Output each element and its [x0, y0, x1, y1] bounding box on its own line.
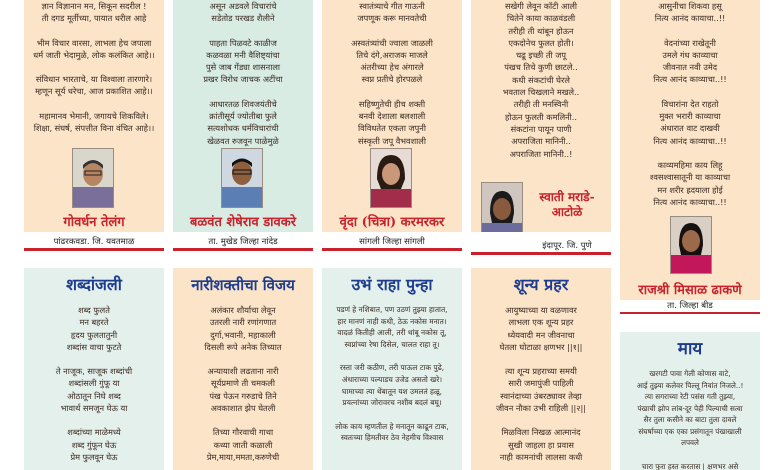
poem-line: सत्यशोधक धर्मविचारांची [207, 123, 279, 134]
poem-line: आई तुझ्या कलेवर पिल्लू निवांत निजले..! [636, 380, 744, 390]
poem-line: प्रखर विरोध जाचक अटींचा [203, 74, 283, 85]
column-4 [471, 0, 611, 232]
poem-line: ते नाजूक, साजूक शब्दांची [55, 366, 133, 377]
poem-body [322, 0, 462, 147]
poem-line: पंखच तिचे कुणी छाटले.. [504, 62, 578, 73]
poem-card-1 [24, 268, 164, 470]
column-5 [620, 0, 760, 300]
poem-line: आयुष्याच्या या वळणावर [505, 305, 577, 315]
poem-line: वेदनांच्या राखेतूनी [664, 37, 716, 48]
poem-line: नित्य आनंद काव्याचा..!! [653, 196, 727, 207]
stanza [179, 304, 307, 353]
poem-line: म्हणून सूर्य धरेचा, आज प्रकाशित आहे।। [35, 86, 153, 97]
poem-line: कळवळा मनी वैशिष्ट्यांचा [206, 49, 280, 60]
poem-line: संस्कृती जपू वैभवशाली [358, 135, 426, 146]
divider [471, 252, 611, 255]
poem-line: आधारतळ शिवजयंतीचे [209, 98, 277, 109]
poem-line: घेतला घोटाळा क्षणभर ||१|| [499, 341, 583, 352]
poem-line: शब्द गुंफून घेऊ [71, 439, 117, 450]
author-place: ता. मुखेड जिल्हा नांदेड [208, 237, 278, 247]
poem-line: अस्वतंत्र्यांची ज्वाला जाळली [351, 37, 433, 48]
poem-line: खरगटी पावा गेली कोणास वाटे, [649, 369, 731, 378]
poem-line: धर्म जाती भेदामुळे, लोक कलंकित आहे।। [33, 49, 155, 60]
poem-line: स्वातंत्र्याचे गीत गाऊनी [359, 1, 425, 11]
poem-line: सैर तुला कसीने का बाटा तुला दावले [643, 415, 737, 424]
poem-line: सहिष्णुतेची हीच शक्ती [358, 98, 426, 109]
poem-line: काव्यमहिमा काय लिहू [657, 159, 723, 170]
stanza [623, 461, 757, 470]
author-place: ता. जिल्हा बीड [667, 301, 713, 311]
poem-line: अलंकार शौर्याचा लेवून [210, 305, 276, 315]
poem-line: भीम विचार वारसा, लाभला हेच जपाला [36, 37, 152, 48]
stanza [179, 365, 307, 414]
poem-line: तरीही ती थांबून होऊन [508, 25, 574, 36]
poem-line: त्या शून्य प्रहराच्या समयी [505, 366, 577, 377]
poem-title: शून्य प्रहर [513, 275, 569, 294]
poem-line: लाभला एक शून्य प्रहर [508, 317, 574, 328]
poem-line: मुक्त भरारी काव्याचा [659, 111, 721, 122]
poem-line: शिक्षा, संघर्ष, संपत्तीत विना वंचित आहे।। [33, 123, 155, 134]
poem-line: आसुनीचा शिकवा हसू [658, 1, 722, 11]
poem-line: अपराजिता मानिनी.. [511, 136, 571, 147]
poem-line: दिसली रूपे अनेक तिच्यात [204, 341, 282, 352]
stanza [179, 98, 307, 147]
stanza [328, 37, 456, 86]
stanza [477, 304, 605, 353]
poem-line: अंतरीच्या हेच अंगारले [360, 62, 424, 73]
poem-line: ध्येयवादी मन जीवनाचा [507, 329, 575, 340]
poem-line: ओठातून निघे शब्द [67, 390, 121, 401]
divider [322, 248, 462, 251]
poem-line: प्रेम,माया,ममता,करुणेची [206, 451, 280, 462]
poem-line: ज्ञान विज्ञानान मन, सिकून सदरील ! [41, 1, 147, 11]
poem-line: तिच्या गौरवाची गाथा [212, 427, 274, 438]
poem-line: उमले गंध काव्याचा [662, 49, 718, 60]
author-photo [72, 148, 114, 208]
stanza [30, 37, 158, 62]
poem-line: हृदय फुलतातुनी [70, 329, 118, 340]
poem-line: सुखी जाहला हा प्रवास [508, 439, 574, 450]
author-photo [670, 216, 712, 274]
poem-line: विचारांना देत राहतो [661, 98, 719, 109]
poem-card-4 [471, 268, 611, 470]
poem-body [471, 304, 611, 470]
stanza [626, 159, 754, 208]
poem-line: प्रयत्नांच्या जोरावरच नशीब बदलं बघू। [342, 398, 442, 408]
poem-line: संविधान भारताचे, या विश्वाला तारणारे। [35, 74, 153, 85]
author-place: सांगली जिल्हा सांगली [359, 237, 425, 247]
poem-line: महामानव भेमानी, जगायचे शिकविले। [39, 110, 149, 121]
poem-body [173, 0, 313, 147]
poem-line: संकटांना पायून पाणी [510, 123, 572, 134]
poem-line: अपराजिता मानिनी..! [509, 148, 573, 159]
poem-line: जपणूक करू मानवतेची [357, 13, 427, 24]
author-name: वृंदा (चित्रा) करमरकर [339, 215, 445, 230]
stanza [325, 421, 459, 444]
author-photo [481, 182, 523, 232]
poem-line: दुर्गा,भवानी, महाकाली [210, 329, 276, 340]
stanza [477, 0, 605, 160]
poem-body [620, 368, 760, 470]
author-place: इंदापूर. जि. पुणे [542, 241, 592, 251]
divider [173, 248, 313, 251]
stanza [30, 365, 158, 414]
poem-line: शब्दांसली गुंफू या [68, 378, 120, 389]
poem-line: अन्यायाशी लढताना नारी [207, 366, 279, 377]
poem-line: सडेतोड परखड शैलीने [211, 13, 275, 24]
poem-card-2 [173, 268, 313, 470]
poem-line: श्वसश्वासातूनी या काव्याचा [649, 172, 731, 183]
author-name: बळवंत शेषेराव डावकरे [189, 215, 297, 230]
stanza [30, 110, 158, 135]
poem-line: रस्ता जरी कठीण, तरी पाऊल टाक पुढे, [339, 363, 445, 373]
poem-line: अवकाशात झेप घेतली [210, 403, 276, 414]
poem-line: ती दगड मूर्तीच्या, पायात धरील आहे [41, 13, 147, 24]
poem-line: विविधतेत एकता जपुनी [358, 123, 426, 134]
author-photo [221, 148, 263, 208]
stanza [179, 0, 307, 25]
stanza [30, 73, 158, 98]
author-name: राजश्री मिसाळ ढाकणे [638, 283, 742, 298]
poem-title: शब्दांजली [66, 275, 122, 294]
poem-line: पुसे जाब गेंड्या शासनाला [205, 62, 281, 73]
poem-line: त्या सगराच्या रेटी पसंस गती तुझ्या, [644, 392, 736, 401]
poem-card-5 [620, 332, 760, 470]
poem-line: शब्दांच्या माळेमध्ये [67, 427, 121, 438]
column-1 [24, 0, 164, 232]
stanza [477, 365, 605, 414]
poem-line: भावार्थ समजून घेऊ या [60, 403, 128, 414]
poem-line: हार मानणं नाही कधी, ठेऊ नकोस मनात। [337, 316, 447, 326]
stanza [623, 368, 757, 449]
poem-body [322, 304, 462, 456]
poem-line: कथ्या जाती कळाली [213, 439, 273, 450]
poem-title: उभं राहा पुन्हा [351, 275, 433, 294]
poem-line: नाही कामनांची लालसा कधी [499, 451, 583, 462]
poem-line: सूर्यप्रमाणे ती चमकली [211, 378, 275, 389]
stanza [179, 37, 307, 86]
poem-line: मिळविला निखळ आत्मानंद [501, 427, 581, 438]
stanza [30, 304, 158, 353]
poem-body [173, 304, 313, 470]
poem-body [24, 304, 164, 470]
poem-line: जीवनात नवी उमेद [662, 62, 718, 73]
poem-line: लपवले [681, 438, 699, 447]
poem-line: क्रांतीसूर्य ज्योतीबा फुले [209, 111, 277, 122]
poem-line: संघर्षाच्या एक एका प्रसंगातून पंखाखाली [638, 426, 742, 436]
stanza [325, 362, 459, 408]
poem-line: स्वप्न प्रतीचे होरपळले [361, 74, 423, 85]
poem-line: पाहता पिळवटे काळीज [209, 37, 277, 48]
poem-line: स्वतःच्या हिमतीवर ठेव नेहमीच विश्वास [340, 433, 444, 443]
poem-line: वादळं कितीही आली, तरी थांबू नकोस तू, [337, 328, 447, 338]
poem-line: अंधारात वाट दाखवी [660, 123, 720, 134]
stanza [30, 0, 158, 25]
poem-line: बनवी देशाला बलशाली [358, 111, 426, 122]
poem-line: मन बहरते [79, 317, 109, 328]
poem-card-3 [322, 268, 462, 470]
poem-title: माय [677, 339, 703, 359]
stanza [328, 0, 456, 25]
column-3 [322, 0, 462, 232]
poem-line: नित्य आनंद काव्याचा..!! [653, 74, 727, 85]
poem-line: होऊन फुलती कमलिनी.. [504, 111, 578, 122]
poem-line: जीवन नौका उभी राहिली ||२|| [495, 403, 587, 414]
poem-line: शब्द फुलते [78, 305, 110, 315]
poem-line: नित्य आनंद काव्याचा..!! [653, 135, 727, 146]
divider [24, 248, 164, 251]
stanza [325, 304, 459, 350]
poem-line: पडणं हे नशिबात, पण उठणं तुझ्या हातात, [336, 305, 448, 314]
stanza [328, 98, 456, 147]
stanza [30, 426, 158, 463]
author-name: स्वाती मराडे- आटोळे [539, 190, 595, 219]
poem-line: पंख पेऊन गरुडाचे तिने [209, 390, 277, 401]
author-photo [370, 148, 412, 208]
poem-line: शब्दांस वाचा फुटते [66, 341, 122, 352]
poem-line: असून अडवले विचारांचे [209, 1, 277, 11]
stanza [626, 98, 754, 147]
author-place: पांढरकवडा. जि. यवतमाळ [53, 237, 135, 247]
poem-line: चितेने काया काळवंडली [506, 13, 576, 24]
poem-line: उतरली नारी रणांगणात [209, 317, 277, 328]
poem-line: प्रेम फुलवून घेऊ [70, 451, 118, 462]
divider [620, 312, 760, 314]
poem-line: स्वानंदाच्या उंबरठ्यावर तेव्हा [500, 390, 582, 401]
author-name: गोवर्धन तेलंग [63, 215, 125, 230]
poem-line: चढू इच्छी ती जपू [515, 50, 567, 61]
poem-line: घामाच्या त्या थेंबातून यश उमलतं हळू, [342, 386, 442, 396]
poem-line: कधी संकटांची घेरले [512, 74, 570, 85]
poem-body [24, 0, 164, 134]
poem-line: चारा फुरा हस्त करतास | क्षणभर असे [641, 461, 739, 470]
stanza [626, 37, 754, 86]
stanza [179, 426, 307, 463]
poem-title: नारीशक्तीचा विजय [191, 276, 295, 294]
poem-line: तरीही ती मनस्विनी [513, 99, 569, 110]
poem-line: नित्य आनंद कायाचा..!! [654, 13, 726, 24]
poem-line: मन शरीर ह्रदयाला होई [657, 184, 723, 195]
poem-line: अंधाराच्या पल्याडच उजेड असतो खरे। [341, 374, 443, 384]
stanza [477, 426, 605, 463]
poem-line: एकदोनेच फुलत होती। [508, 37, 574, 48]
poem-line: स्वप्नांच्या रेषा दिसेल, चालत राहा तू। [344, 339, 440, 349]
stanza [626, 0, 754, 25]
poem-line: खेळवत रुजवून पाळेमुळे [207, 135, 279, 146]
column-2 [173, 0, 313, 232]
poem-line: पंखाची झोप लांब-दूर पेही पिल्याची सत्वा [637, 403, 743, 413]
poem-line: सारी जमापुंजी पाहिली [508, 378, 574, 389]
poem-body [620, 0, 760, 208]
poem-line: तिचे दंगे,अराजक माजले [356, 49, 428, 60]
poem-line: भवताल चिखलाने मखले.. [502, 87, 580, 98]
poem-line: सखेगी लेवून कॉटी आली [504, 1, 578, 11]
poem-body [471, 0, 611, 160]
poem-line: लोक काय म्हणतील हे मनातून काढून टाक, [335, 421, 449, 431]
